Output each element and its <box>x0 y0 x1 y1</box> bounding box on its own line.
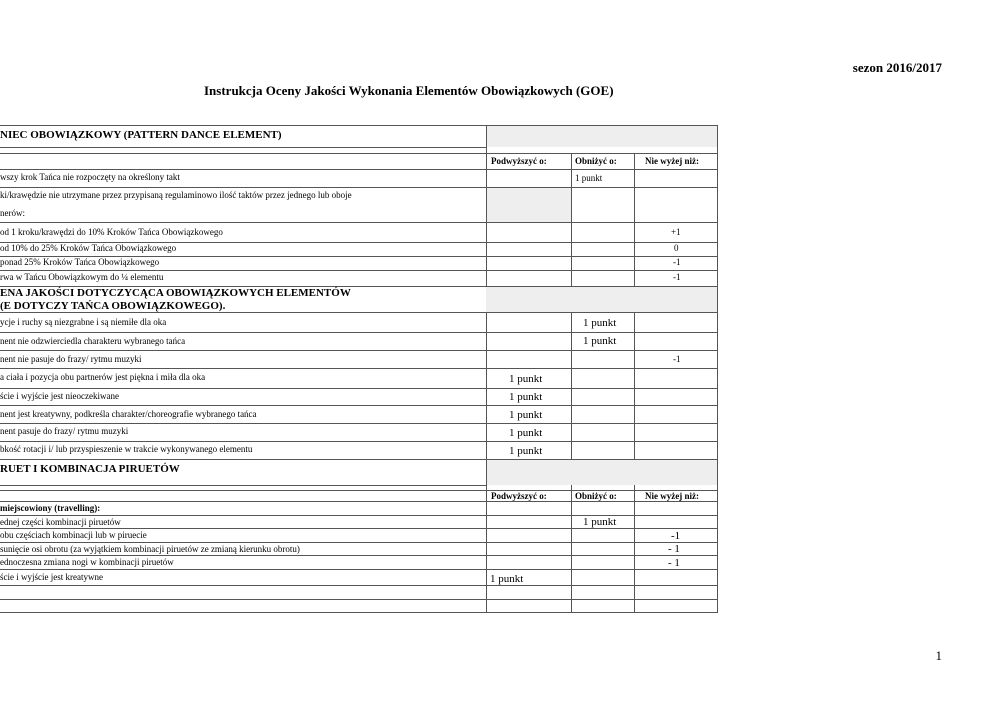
row-text: nerów: <box>0 208 25 218</box>
row-text: nent pasuje do frazy/ rytmu muzyki <box>0 426 129 436</box>
document-title: Instrukcja Oceny Jakości Wykonania Elementów Obowiązkowych (GOE) <box>204 83 614 98</box>
row-text: obu częściach kombinacji lub w piruecie <box>0 530 147 540</box>
table-rule <box>0 599 718 600</box>
table-column-rule <box>634 312 635 460</box>
subhead-shade <box>486 187 571 222</box>
table-column-rule <box>571 312 572 460</box>
row-raise: 1 punkt <box>509 391 543 403</box>
row-text: ki/krawędzie nie utrzymane przez przypisaną regulaminowo ilość taktów przez jednego lub oboje <box>0 190 352 200</box>
section2-title-line1: ENA JAKOŚCI DOTYCZYCĄCA OBOWIĄZKOWYCH ELEMENTÓW <box>0 287 351 299</box>
table-rule <box>0 423 718 424</box>
table-rule <box>0 569 718 570</box>
table-rule <box>0 501 718 502</box>
row-text: nent nie pasuje do frazy/ rytmu muzyki <box>0 354 142 364</box>
row-text: ednej części kombinacji piruetów <box>0 517 121 527</box>
table-column-rule <box>571 485 572 613</box>
row-text: nent nie odzwierciedla charakteru wybranego tańca <box>0 336 186 346</box>
table-column-rule <box>486 460 487 613</box>
section2-title-line2: (E DOTYCZY TAŃCA OBOWIĄZKOWEGO). <box>0 300 226 312</box>
table-rule <box>0 528 718 529</box>
row-text: wszy krok Tańca nie rozpoczęty na określony takt <box>0 172 180 182</box>
table-rule <box>0 350 718 351</box>
row-not-higher: - 1 <box>668 557 680 569</box>
col-header-raise: Podwyższyć o: <box>491 156 547 166</box>
table-column-rule <box>486 312 487 460</box>
table-column-rule <box>634 485 635 613</box>
subsection-title: miejscowiony (travelling): <box>0 503 101 513</box>
table-rule <box>0 147 486 148</box>
season-label: sezon 2016/2017 <box>852 60 942 75</box>
row-text: ycje i ruchy są niezgrabne i są niemiłe dla oka <box>0 317 167 327</box>
row-not-higher: -1 <box>673 354 681 364</box>
table-rule <box>0 388 718 389</box>
section2-shade <box>486 287 718 312</box>
table-rule <box>0 222 718 223</box>
row-raise: 1 punkt <box>509 427 543 439</box>
table-rule <box>0 368 718 369</box>
row-not-higher: +1 <box>671 227 681 237</box>
col-header-lower: Obniżyć o: <box>575 156 617 166</box>
row-raise: 1 punkt <box>509 409 543 421</box>
row-not-higher: -1 <box>671 530 681 542</box>
table-rule <box>0 332 718 333</box>
table-rule <box>0 612 718 613</box>
col-header-not-higher: Nie wyżej niż: <box>645 156 699 166</box>
table-rule <box>0 485 486 486</box>
table-rule <box>0 125 718 126</box>
table-rule <box>0 405 718 406</box>
table-column-rule <box>571 153 572 287</box>
row-lower: 1 punkt <box>583 335 617 347</box>
row-text: od 10% do 25% Kroków Tańca Obowiązkowego <box>0 243 177 253</box>
table-rule <box>0 585 718 586</box>
row-text: a ciała i pozycja obu partnerów jest piękna i miła dla oka <box>0 372 206 382</box>
table-rule <box>0 169 718 170</box>
row-text: ście i wyjście jest kreatywne <box>0 572 103 582</box>
section3-title: RUET I KOMBINACJA PIRUETÓW <box>0 463 180 475</box>
row-text: sunięcie osi obrotu (za wyjątkiem kombinacji piruetów ze zmianą kierunku obrotu) <box>0 544 300 554</box>
row-not-higher: -1 <box>673 257 681 267</box>
page-number: 1 <box>935 648 942 663</box>
row-lower: 1 punkt <box>575 173 603 183</box>
table-rule <box>0 459 718 460</box>
row-lower: 1 punkt <box>583 516 617 528</box>
row-not-higher: 0 <box>674 243 679 253</box>
row-text: ponad 25% Kroków Tańca Obowiązkowego <box>0 257 160 267</box>
row-lower: 1 punkt <box>583 317 617 329</box>
section3-shade <box>486 460 718 485</box>
row-raise: 1 punkt <box>509 373 543 385</box>
table-rule <box>0 153 718 154</box>
row-not-higher: - 1 <box>668 543 680 555</box>
col-header-not-higher: Nie wyżej niż: <box>645 491 699 501</box>
goe-table <box>0 125 718 613</box>
row-text: ednoczesna zmiana nogi w kombinacji piruetów <box>0 557 174 567</box>
col-header-lower: Obniżyć o: <box>575 491 617 501</box>
row-raise: 1 punkt <box>509 445 543 457</box>
row-not-higher: -1 <box>673 272 681 282</box>
table-column-rule <box>717 125 718 613</box>
section1-shade <box>486 125 718 147</box>
table-rule <box>0 555 718 556</box>
table-rule <box>0 441 718 442</box>
row-text: nent jest kreatywny, podkreśla charakter/choreografie wybranego tańca <box>0 409 257 419</box>
table-rule <box>0 542 718 543</box>
section1-title: NIEC OBOWIĄZKOWY (PATTERN DANCE ELEMENT) <box>0 129 282 141</box>
row-text: od 1 kroku/krawędzi do 10% Kroków Tańca Obowiązkowego <box>0 227 223 237</box>
table-rule <box>0 187 718 188</box>
table-column-rule <box>634 153 635 287</box>
row-text: rwa w Tańcu Obowiązkowym do ¼ elementu <box>0 272 164 282</box>
row-text: ście i wyjście jest nieoczekiwane <box>0 391 119 401</box>
table-rule <box>0 270 718 271</box>
col-header-raise: Podwyższyć o: <box>491 491 547 501</box>
table-rule <box>0 312 718 313</box>
row-text: bkość rotacji i/ lub przyspieszenie w trakcie wykonywanego elementu <box>0 444 253 454</box>
row-raise: 1 punkt <box>490 573 524 585</box>
table-column-rule <box>486 125 487 287</box>
